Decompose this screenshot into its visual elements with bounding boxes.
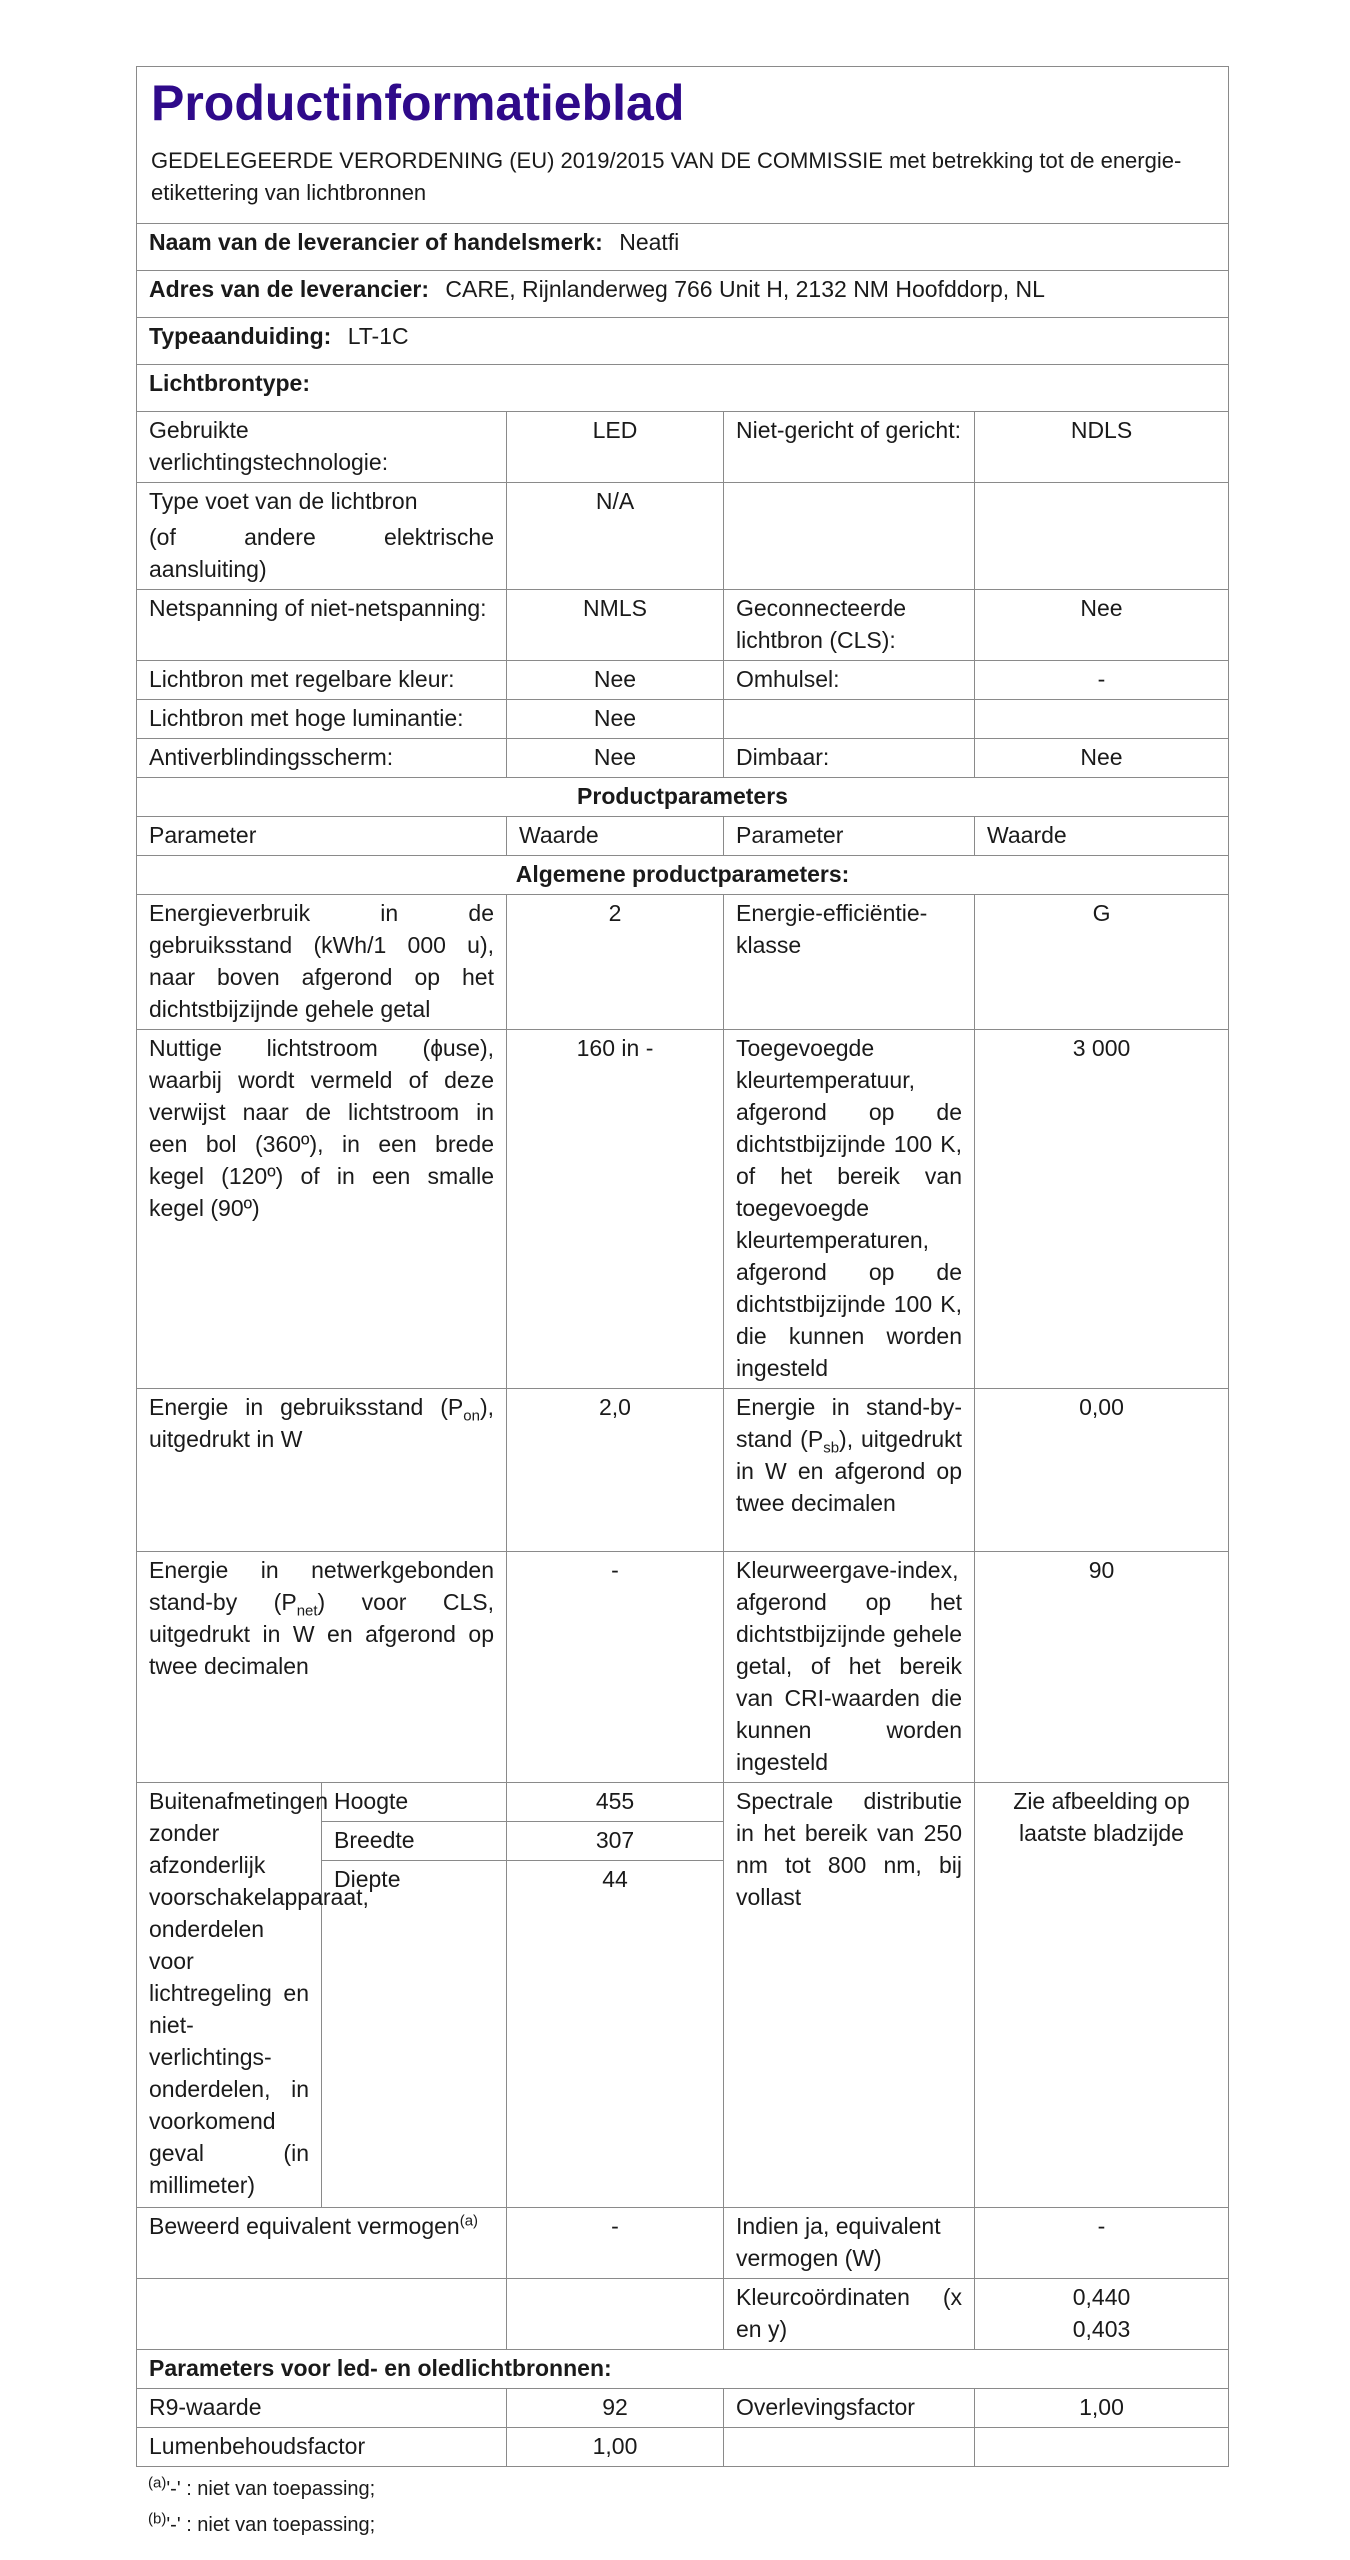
cri-label: Kleurweergave-index, afgerond op het dichtstbijzijnde gehele getal, of het bereik van CRI-waarden die kunnen worden ingesteld (724, 1552, 975, 1783)
cri-value: 90 (975, 1552, 1229, 1783)
technology-label: Gebruikte verlichtingstechnologie: (137, 412, 507, 483)
supplier-address-row (137, 271, 1229, 318)
dimmable-label: Dimbaar: (724, 739, 975, 778)
equivalent-power-label: Indien ja, equivalent vermogen (W) (724, 2208, 975, 2279)
lumen-maintenance-label: Lumenbehoudsfactor (137, 2428, 507, 2467)
led-parameters-heading: Parameters voor led- en oledlichtbronnen: (137, 2350, 1229, 2389)
model-identifier-row (137, 318, 1229, 365)
supplier-name-row (137, 224, 1229, 271)
footnote-b-text: '-' : niet van toepassing; (166, 2514, 376, 2536)
chromaticity-values (975, 2279, 1229, 2350)
on-mode-power-label-text-end: ), uitgedrukt in W (149, 1394, 494, 1452)
chromaticity-y-value: 0,403 (1072, 2316, 1131, 2342)
on-mode-power-value: 2,0 (507, 1389, 724, 1552)
supplier-name-value: Neatfi (619, 229, 680, 255)
anti-glare-value: Nee (507, 739, 724, 778)
useful-flux-value: 160 in - (507, 1030, 724, 1389)
standby-power-label-text-end: ), uitgedrukt in W en afgerond op twee decimalen (736, 1426, 963, 1516)
empty-cell (507, 2279, 724, 2350)
column-header-value: Waarde (507, 817, 724, 856)
footnote-b (148, 2507, 1228, 2543)
networked-standby-label-text: Energie in netwerkgebonden stand-by (P (149, 1557, 494, 1615)
on-mode-power-label-text: Energie in gebruiksstand (P (149, 1394, 464, 1420)
footnote-a (148, 2471, 1228, 2507)
empty-cell (975, 2428, 1229, 2467)
height-label: Hoogte (322, 1783, 507, 1822)
empty-cell (724, 483, 975, 590)
energy-consumption-label: Energieverbruik in de gebruiksstand (kWh/1 000 u), naar boven afgerond op het dichtstbijzijnde gehele getal (137, 895, 507, 1030)
colour-tunable-label: Lichtbron met regelbare kleur: (137, 661, 507, 700)
chromaticity-x-value: 0,440 (1072, 2284, 1131, 2310)
cls-label: Geconnecteerde lichtbron (CLS): (724, 590, 975, 661)
energy-consumption-value: 2 (507, 895, 724, 1030)
depth-value: 44 (507, 1861, 724, 2208)
page-title: Productinformatieblad (151, 75, 685, 131)
title-block (137, 67, 1229, 224)
r9-value: 92 (507, 2389, 724, 2428)
cap-type-label (137, 483, 507, 590)
column-header-parameter: Parameter (137, 817, 507, 856)
cap-type-label-line1: Type voet van de lichtbron (149, 488, 418, 514)
networked-standby-label (137, 1552, 507, 1783)
general-parameters-heading: Algemene productparameters: (137, 856, 1229, 895)
standby-power-label (724, 1389, 975, 1552)
chromaticity-label: Kleurcoördinaten (x en y) (724, 2279, 975, 2350)
high-luminance-label: Lichtbron met hoge luminantie: (137, 700, 507, 739)
useful-flux-label: Nuttige lichtstroom (ɸuse), waarbij wordt vermeld of deze verwijst naar de lichtstroom in een bol (360º), in een brede kegel (120º) of in een smalle kegel (90º) (137, 1030, 507, 1389)
claimed-power-value: - (507, 2208, 724, 2279)
standby-power-subscript: sb (823, 1439, 840, 1457)
spectral-distribution-value: Zie afbeelding op laatste bladzijde (975, 1783, 1229, 2208)
footnote-a-mark: (a) (148, 2474, 167, 2492)
width-label: Breedte (322, 1822, 507, 1861)
supplier-address-label: Adres van de leverancier: (149, 276, 429, 302)
survival-factor-value: 1,00 (975, 2389, 1229, 2428)
dimensions-label: Buitenafmetingen zonder afzonderlijk voorschakelapparaat, onderdelen voor lichtregeling en niet-verlichtings-onderdelen, in voorkomend geval (in millimeter) (137, 1783, 322, 2208)
equivalent-power-value: - (975, 2208, 1229, 2279)
product-information-sheet (136, 66, 1228, 2543)
efficiency-class-value: G (975, 895, 1229, 1030)
lumen-maintenance-value: 1,00 (507, 2428, 724, 2467)
model-identifier-label: Typeaanduiding: (149, 323, 332, 349)
regulation-subtitle: GEDELEGEERDE VERORDENING (EU) 2019/2015 VAN DE COMMISSIE met betrekking tot de energie-etikettering van lichtbronnen (151, 148, 1182, 205)
networked-standby-value: - (507, 1552, 724, 1783)
column-header-value: Waarde (975, 817, 1229, 856)
footnote-a-text: '-' : niet van toepassing; (166, 2478, 376, 2500)
directional-value: NDLS (975, 412, 1229, 483)
mains-label: Netspanning of niet-netspanning: (137, 590, 507, 661)
efficiency-class-label: Energie-efficiëntie-klasse (724, 895, 975, 1030)
r9-label: R9-waarde (137, 2389, 507, 2428)
technology-value: LED (507, 412, 724, 483)
height-value: 455 (507, 1783, 724, 1822)
directional-label: Niet-gericht of gericht: (724, 412, 975, 483)
empty-cell (975, 700, 1229, 739)
product-information-table (136, 66, 1229, 2467)
empty-cell (724, 2428, 975, 2467)
cap-type-label-line2: (of andere elektrische aansluiting) (149, 524, 494, 582)
depth-label: Diepte (322, 1861, 507, 2208)
standby-power-label-text: Energie in stand-by-stand (P (736, 1394, 962, 1452)
empty-cell (724, 700, 975, 739)
anti-glare-label: Antiverblindingsscherm: (137, 739, 507, 778)
model-identifier-value: LT-1C (347, 323, 409, 349)
cct-value: 3 000 (975, 1030, 1229, 1389)
survival-factor-label: Overlevingsfactor (724, 2389, 975, 2428)
cls-value: Nee (975, 590, 1229, 661)
on-mode-power-label (137, 1389, 507, 1552)
standby-power-value: 0,00 (975, 1389, 1229, 1552)
dimmable-value: Nee (975, 739, 1229, 778)
claimed-power-label (137, 2208, 507, 2279)
networked-standby-subscript: net (296, 1602, 318, 1620)
networked-standby-label-text-end: ) voor CLS, uitgedrukt in W en afgerond op twee decimalen (149, 1589, 494, 1679)
colour-tunable-value: Nee (507, 661, 724, 700)
empty-cell (137, 2279, 507, 2350)
envelope-label: Omhulsel: (724, 661, 975, 700)
empty-cell (975, 483, 1229, 590)
on-mode-power-subscript: on (463, 1407, 480, 1425)
supplier-name-label: Naam van de leverancier of handelsmerk: (149, 229, 603, 255)
supplier-address-value: CARE, Rijnlanderweg 766 Unit H, 2132 NM Hoofddorp, NL (445, 276, 1045, 302)
footnotes (136, 2471, 1228, 2543)
mains-value: NMLS (507, 590, 724, 661)
footnote-a-ref: (a) (459, 2212, 479, 2230)
high-luminance-value: Nee (507, 700, 724, 739)
lightsource-type-heading: Lichtbrontype: (137, 365, 1229, 412)
cct-label: Toegevoegde kleurtemperatuur, afgerond op de dichtstbijzijnde 100 K, of het bereik van toegevoegde kleurtemperaturen, afgerond op de dichtstbijzijnde 100 K, die kunnen worden ingesteld (724, 1030, 975, 1389)
column-header-parameter: Parameter (724, 817, 975, 856)
envelope-value: - (975, 661, 1229, 700)
spectral-distribution-label: Spectrale distributie in het bereik van 250 nm tot 800 nm, bij vollast (724, 1783, 975, 2208)
cap-type-value: N/A (507, 483, 724, 590)
footnote-b-mark: (b) (148, 2510, 167, 2528)
width-value: 307 (507, 1822, 724, 1861)
product-parameters-heading: Productparameters (137, 778, 1229, 817)
claimed-power-label-text: Beweerd equivalent vermogen (149, 2213, 460, 2239)
